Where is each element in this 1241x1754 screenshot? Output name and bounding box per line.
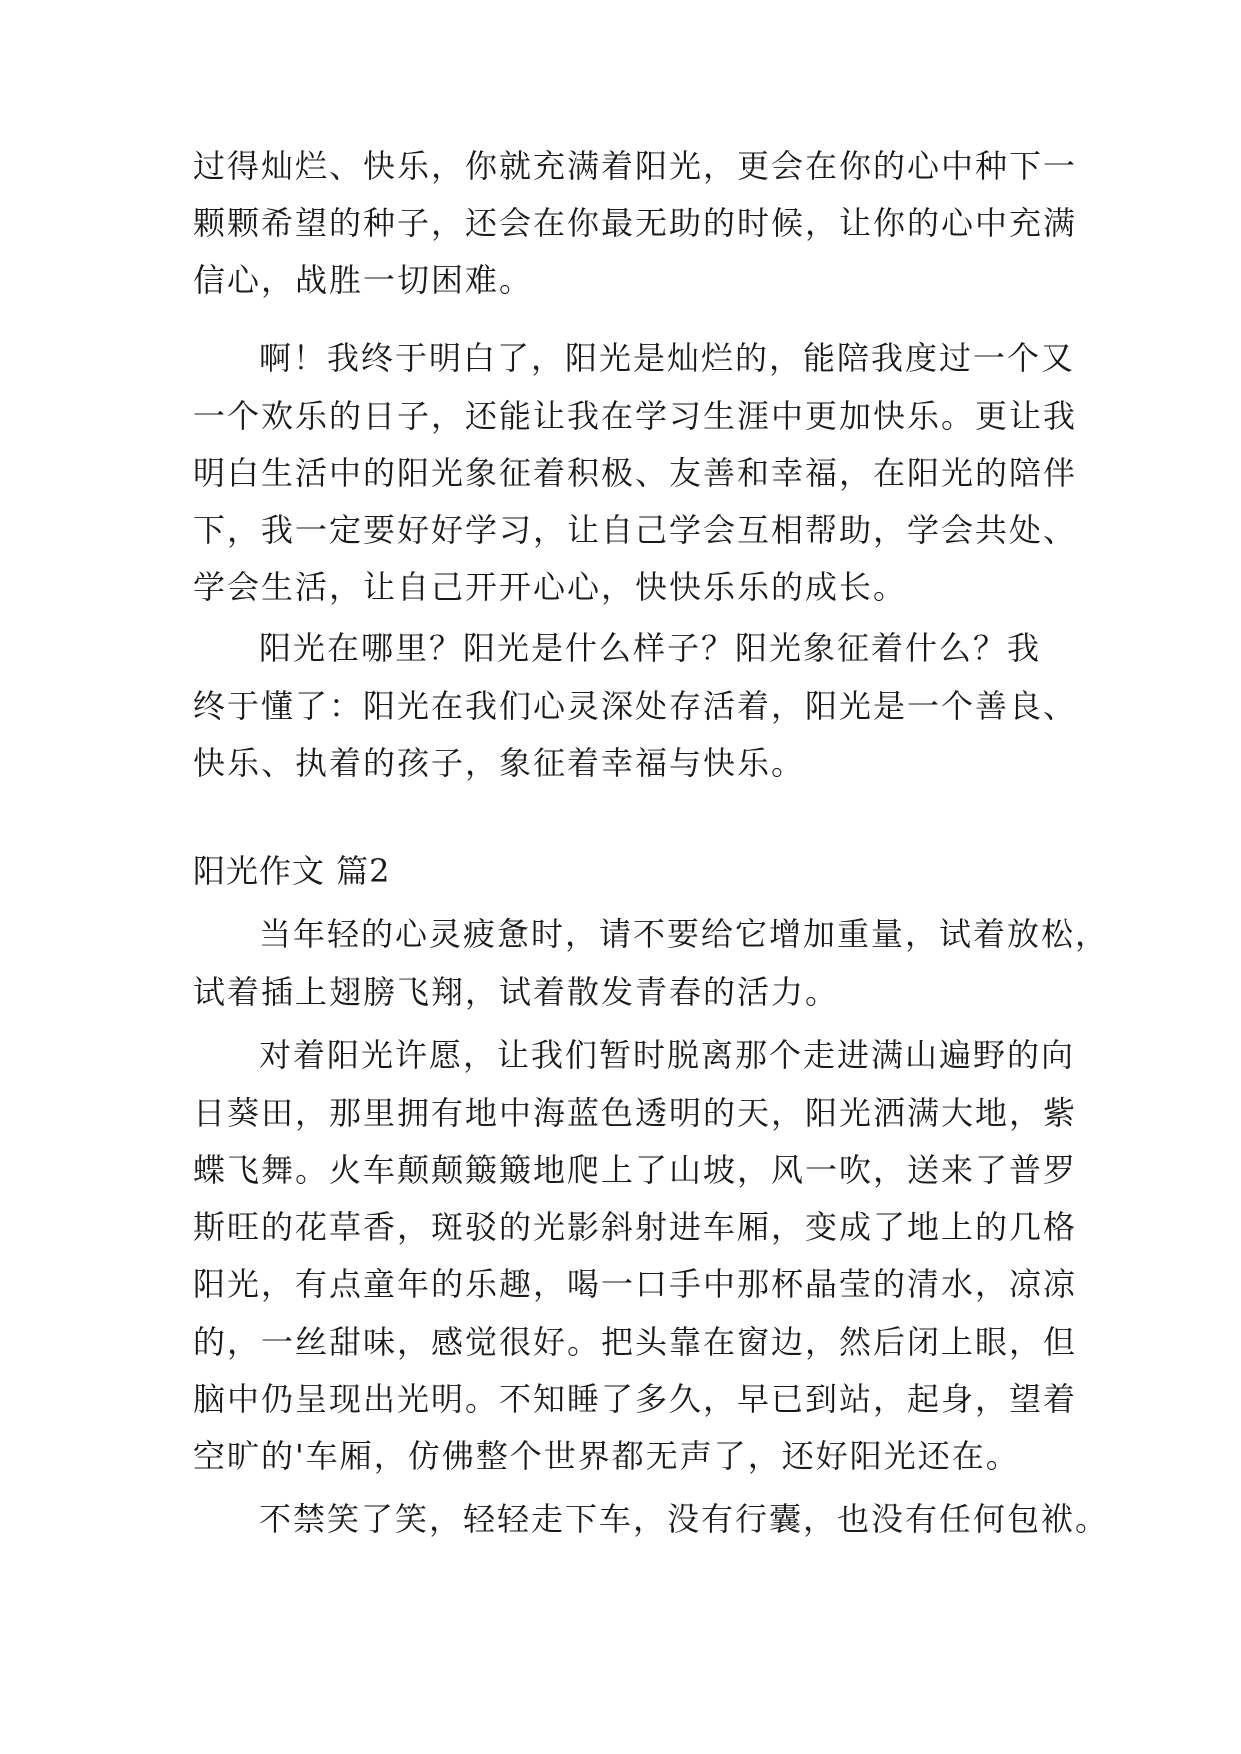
text-line: 过得灿烂、快乐，你就充满着阳光，更会在你的心中种下一 [193,147,1078,185]
text-line: 空旷的'车厢，仿佛整个世界都无声了，还好阳光还在。 [193,1437,1020,1475]
text-line: 日葵田，那里拥有地中海蓝色透明的天，阳光洒满大地，紫 [193,1094,1078,1132]
paragraph-start-line: 对着阳光许愿，让我们暂时脱离那个走进满山遍野的向 [259,1036,1076,1074]
section-heading: 阳光作文 篇2 [193,852,391,890]
text-line: 信心，战胜一切困难。 [193,261,534,299]
paragraph-start-line: 不禁笑了笑，轻轻走下车，没有行囊，也没有任何包袱。 [259,1500,1110,1538]
text-line: 阳光，有点童年的乐趣，喝一口手中那杯晶莹的清水，凉凉 [193,1265,1078,1303]
text-line: 明白生活中的阳光象征着积极、友善和幸福，在阳光的陪伴 [193,454,1078,492]
text-line: 试着插上翅膀飞翔，试着散发青春的活力。 [193,973,840,1011]
paragraph-start-line: 阳光在哪里？阳光是什么样子？阳光象征着什么？我 [259,629,1042,667]
text-line: 下，我一定要好好学习，让自己学会互相帮助，学会共处、 [193,511,1078,549]
paragraph-start-line: 当年轻的心灵疲惫时，请不要给它增加重量，试着放松， [259,915,1110,953]
text-line: 斯旺的花草香，斑驳的光影斜射进车厢，变成了地上的几格 [193,1208,1078,1246]
text-line: 的，一丝甜味，感觉很好。把头靠在窗边，然后闭上眼，但 [193,1323,1078,1361]
text-line: 颗颗希望的种子，还会在你最无助的时候，让你的心中充满 [193,204,1078,242]
text-line: 学会生活，让自己开开心心，快快乐乐的成长。 [193,568,908,606]
text-line: 终于懂了：阳光在我们心灵深处存活着，阳光是一个善良、 [193,687,1078,725]
paragraph-start-line: 啊！我终于明白了，阳光是灿烂的，能陪我度过一个又 [259,339,1076,377]
text-line: 脑中仍呈现出光明。不知睡了多久，早已到站，起身，望着 [193,1380,1078,1418]
text-line: 一个欢乐的日子，还能让我在学习生涯中更加快乐。更让我 [193,397,1078,435]
text-line: 快乐、执着的孩子，象征着幸福与快乐。 [193,744,806,782]
text-line: 蝶飞舞。火车颠颠簸簸地爬上了山坡，风一吹，送来了普罗 [193,1151,1078,1189]
